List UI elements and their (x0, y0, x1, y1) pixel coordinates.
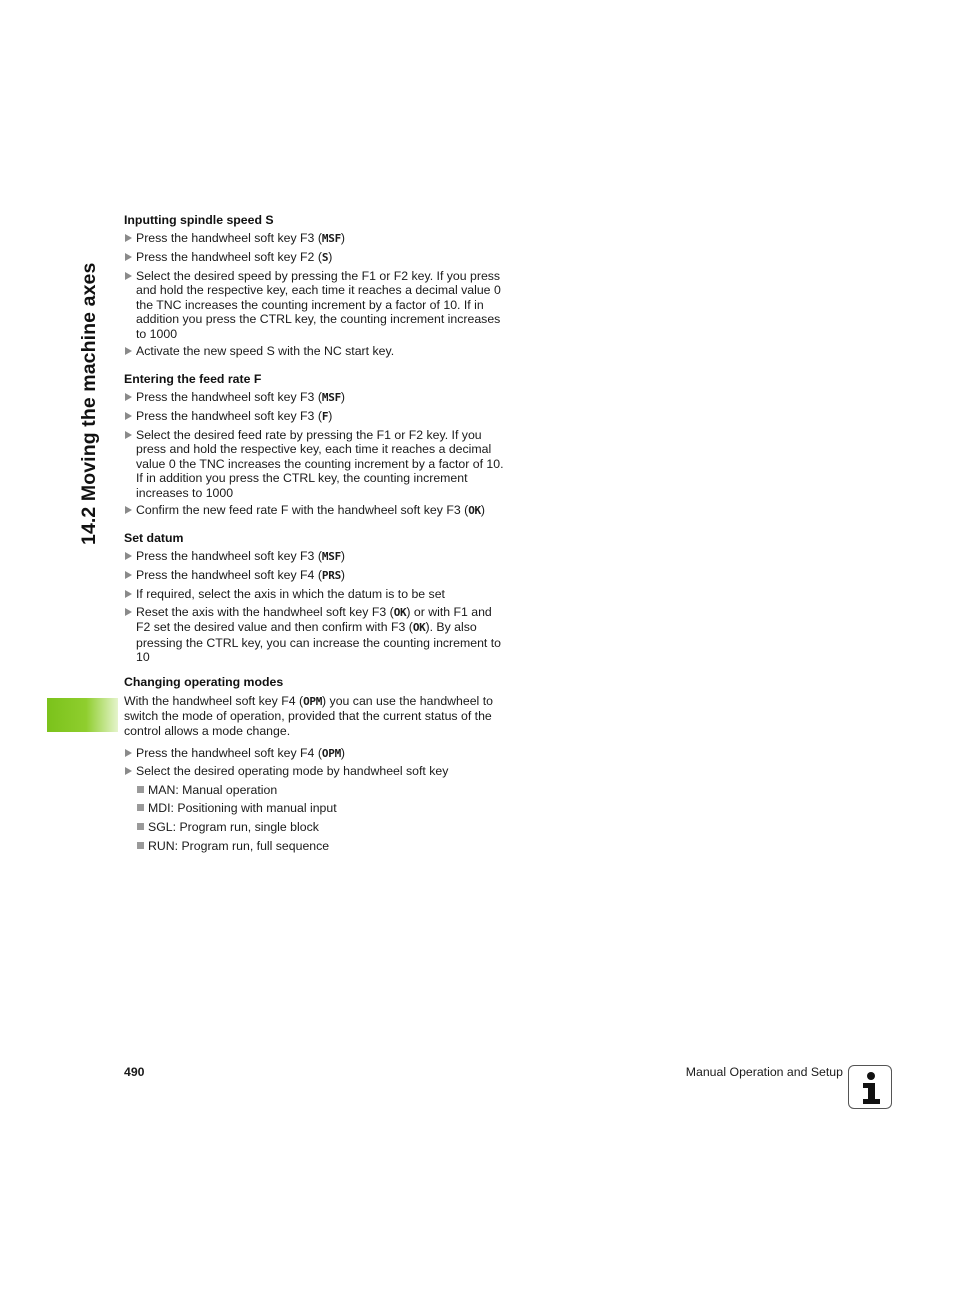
softkey-label: OK (393, 606, 407, 619)
softkey-label: MSF (321, 550, 341, 563)
triangle-bullet-icon (125, 272, 132, 280)
softkey-label: F (321, 410, 329, 423)
softkey-label: MSF (321, 232, 341, 245)
page-number: 490 (124, 1065, 145, 1079)
triangle-bullet-icon (125, 608, 132, 616)
section-feed-rate: Entering the feed rate F Press the handwheel soft key F3 (MSF) Press the handwheel soft key F3 (F) Select the desired feed rate by pressing the F1 or F2 key. If you press and hold the respective key, each time it reaches a decimal value 0 the TNC increases the counting increment by a factor of 10. If in addition you press the CTRL key, the counting increment increases to 1000 Confirm the new feed rate F with the handwheel soft key F3 (OK) (124, 372, 524, 386)
triangle-bullet-icon (125, 347, 132, 355)
triangle-bullet-icon (125, 431, 132, 439)
section-heading: Set datum (124, 531, 184, 545)
triangle-bullet-icon (125, 234, 132, 242)
softkey-label: OPM (321, 747, 341, 760)
chapter-title-text: 14.2 Moving the machine axes (78, 262, 100, 545)
triangle-bullet-icon (125, 393, 132, 401)
info-icon (848, 1065, 892, 1109)
square-bullet-icon (137, 804, 144, 811)
softkey-label: OK (468, 504, 481, 517)
triangle-bullet-icon (125, 552, 132, 560)
square-bullet-icon (137, 823, 144, 830)
footer-title: Manual Operation and Setup (685, 1065, 843, 1079)
section-spindle-speed: Inputting spindle speed S Press the handwheel soft key F3 (MSF) Press the handwheel soft key F2 (S) Select the desired speed by pressing the F1 or F2 key. If you press and hold the respective key, each time it reaches a decimal value 0 the TNC increases the counting increment by a factor of 10. If in addition you press the CTRL key, the counting increment increases to 1000 Activate the new speed S with the NC start key. (124, 213, 524, 227)
triangle-bullet-icon (125, 749, 132, 757)
triangle-bullet-icon (125, 412, 132, 420)
section-operating-modes: Changing operating modes With the handwheel soft key F4 (OPM) you can use the handwheel to switch the mode of operation, provided that the current status of the control allows a mode change. Press the handwheel soft key F4 (OPM) Select the desired operating mode by handwheel soft key MAN: Manual operation MDI: Positioning with manual input SGL: Program run, single block RUN: Program run, full sequence (124, 675, 524, 689)
section-set-datum: Set datum Press the handwheel soft key F3 (MSF) Press the handwheel soft key F4 (PRS) If required, select the axis in which the datum is to be set Reset the axis with the handwheel soft key F3 (OK) or with F1 and F2 set the desired value and then confirm with F3 (OK). By also pressing the CTRL key, you can increase the counting increment to 10 (124, 531, 524, 545)
triangle-bullet-icon (125, 506, 132, 514)
square-bullet-icon (137, 842, 144, 849)
softkey-label: PRS (321, 569, 341, 582)
softkey-label: OPM (303, 695, 323, 708)
side-chapter-title (76, 213, 102, 545)
softkey-label: OK (412, 621, 426, 635)
section-heading: Inputting spindle speed S (124, 213, 274, 227)
square-bullet-icon (137, 786, 144, 793)
triangle-bullet-icon (125, 590, 132, 598)
triangle-bullet-icon (125, 767, 132, 775)
section-heading: Entering the feed rate F (124, 372, 262, 386)
softkey-label: MSF (321, 391, 341, 404)
intro-paragraph: With the handwheel soft key F4 (OPM) you can use the handwheel to switch the mode of operation, provided that the current status of the control allows a mode change. (124, 694, 493, 738)
section-heading: Changing operating modes (124, 675, 284, 689)
chapter-tab-marker (47, 698, 118, 732)
triangle-bullet-icon (125, 253, 132, 261)
triangle-bullet-icon (125, 571, 132, 579)
softkey-label: S (321, 251, 329, 264)
